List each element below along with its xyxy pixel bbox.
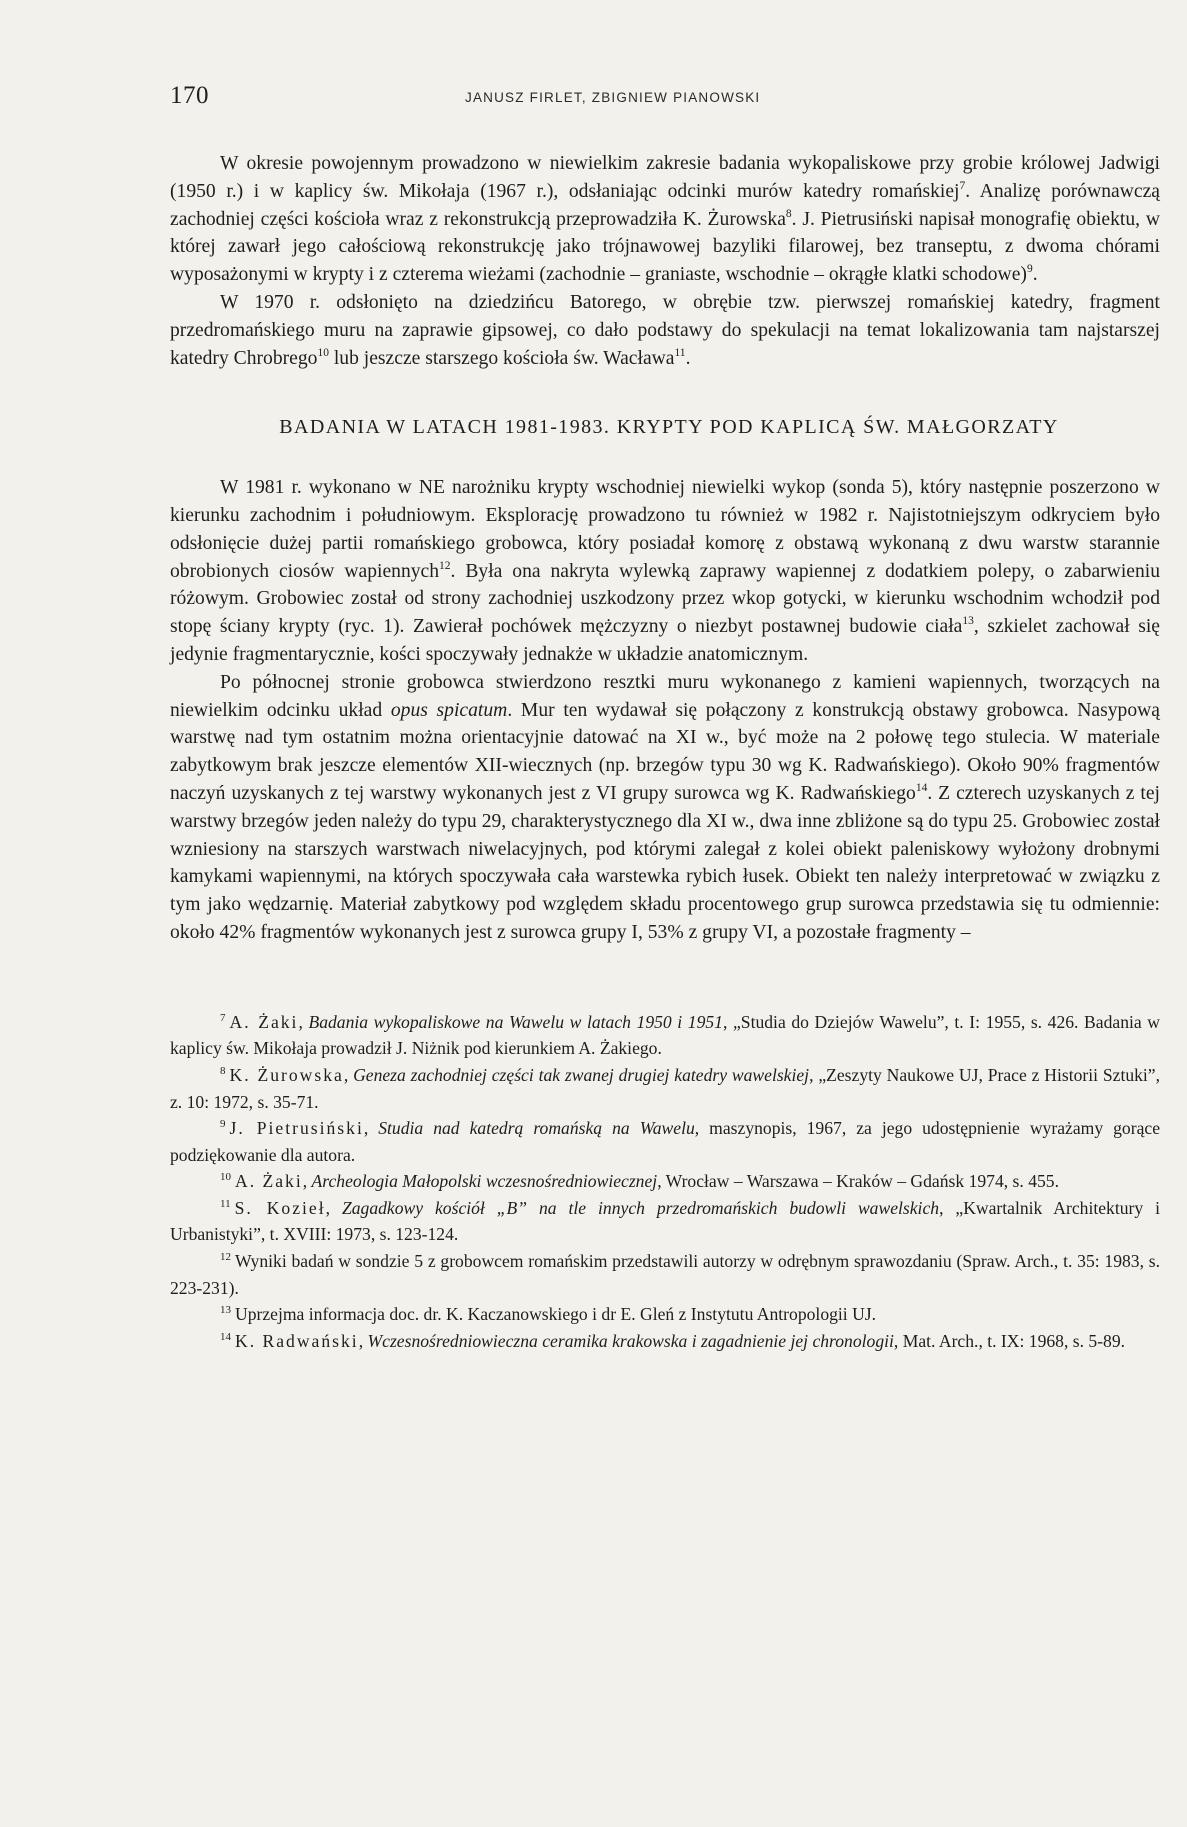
footnote-number: 7 [220,1011,226,1024]
footnote-reference: 7 [959,179,966,192]
footnote [170,1248,1160,1301]
footnote-number: 10 [220,1171,231,1184]
author-name: K. Radwański [235,1330,359,1351]
body-text [170,150,1160,947]
intro-section [170,150,1160,372]
footnote-reference: 14 [915,781,928,794]
text-run: , szkielet zachował się jedynie fragmentarycznie, kości spoczywały jednakże w układzie anatomicznym. [170,616,1160,665]
footnote-number: 9 [220,1118,226,1131]
running-head-authors: JANUSZ FIRLET, ZBIGNIEW PIANOWSKI [465,90,761,105]
footnotes [170,1009,1160,1355]
footnote-reference: 10 [317,346,329,359]
text-run: . [685,347,691,369]
footnote-reference: 11 [674,346,686,359]
text-run: , [363,1118,379,1139]
footnote-number: 14 [220,1330,231,1343]
text-run: , Wrocław – Warszawa – Kraków – Gdańsk 1974, s. 455. [657,1171,1059,1192]
footnote [170,1195,1160,1248]
body-paragraph [170,669,1160,947]
text-run: , [325,1197,342,1218]
italic-text: Geneza zachodniej części tak zwanej drugiej katedry wawelskiej [353,1064,810,1085]
author-name: A. Żaki [229,1011,299,1032]
footnote-number: 8 [220,1064,226,1077]
text-run: , „Zeszyty Naukowe UJ, Prace z Historii Sztuki”, z. 10: 1972, s. 35-71. [170,1064,1161,1112]
footnote-reference: 12 [439,559,451,572]
body-paragraph [170,474,1160,669]
text-run: . J. Pietrusiński napisał monografię obiektu, w której zawarł jego całościową rekonstrukcję jako trójnawowej bazyliki filarowej, bez transeptu, z dwoma chórami wyposażonymi w krypty i z czterema wieżami (zachodnie – graniaste, wschodnie – okrągłe klatki schodowe) [170,208,1161,286]
footnote [170,1301,1160,1328]
page-number: 170 [170,82,209,109]
text-run: . Mur ten wydawał się połączony z konstrukcją obstawy grobowca. Nasypową warstwę nad tym ostatnim można orientacyjnie datować na XI w., być może na 2 połowę tego stulecia. W materiale zabytkowym brak jeszcze elementów XII-wiecznych (np. brzegów typu 30 wg K. Radwańskiego). Około 90% fragmentów naczyń uzyskanych z tej warstwy wykonanych jest z VI grupy surowca wg K. Radwańskiego [170,699,1160,804]
text-run: , maszynopis, 1967, za jego udostępnienie wyrażamy gorące podziękowanie dla autora. [170,1118,1161,1165]
text-run: W 1970 r. odsłonięto na dziedzińcu Batorego, w obrębie tzw. pierwszej romańskiej katedry, fragment przedromańskiego muru na zaprawie gipsowej, co dało podstawy do spekulacji na temat lokalizowania tam najstarszej katedry Chrobrego [170,291,1160,369]
author-name: S. Kozieł [234,1197,326,1218]
footnote-reference: 8 [785,207,792,220]
text-run: . Analizę porównawczą zachodniej części kościoła wraz z rekonstrukcją przeprowadziła K. Żurowska [170,180,1160,230]
text-run: , „Kwartalnik Architektury i Urbanistyki”, t. XVIII: 1973, s. 123-124. [170,1197,1161,1245]
italic-text: Badania wykopaliskowe na Wawelu w latach 1950 i 1951 [308,1011,723,1032]
text-run: , „Studia do Dziejów Wawelu”, t. I: 1955, s. 426. Badania w kaplicy św. Mikołaja prowadził J. Niżnik pod kierunkiem A. Żakiego. [170,1011,1160,1059]
running-head [170,82,1160,122]
text-run: , Mat. Arch., t. IX: 1968, s. 5-89. [893,1330,1126,1351]
text-run: , [298,1011,309,1032]
text-run: , [343,1064,354,1085]
footnote-reference: 9 [1026,263,1033,276]
italic-text: Archeologia Małopolski wczesnośredniowiecznej [311,1171,658,1192]
text-run: Uprzejma informacja doc. dr. K. Kaczanowskiego i dr E. Gleń z Instytutu Antropologii UJ. [235,1304,877,1325]
author-name: K. Żurowska [229,1064,344,1085]
text-run: . Była ona nakryta wylewką zaprawy wapiennej z dodatkiem polepy, o zabarwieniu różowym. Grobowiec został od strony zachodniej uszkodzony przez wkop gotycki, w kierunku wschodnim wchodził pod stopę ściany krypty (ryc. 1). Zawierał pochówek mężczyzny o niezbyt postawnej budowie ciała [170,560,1160,638]
footnote [170,1115,1160,1168]
text-run: . [1032,264,1038,286]
section-heading: BADANIA W LATACH 1981-1983. KRYPTY POD KAPLICĄ ŚW. MAŁGORZATY [279,416,1059,439]
author-name: A. Żaki [235,1171,303,1192]
section-body [170,474,1160,947]
text-run: W 1981 r. wykonano w NE narożniku krypty wschodniej niewielki wykop (sonda 5), który następnie poszerzono w kierunku zachodnim i południowym. Eksplorację prowadzono tu również w 1982 r. Najistotniejszym odkryciem było odsłonięcie dużej partii romańskiego grobowca, który posiadał komorę z obstawą wykonaną z dwu warstw starannie obrobionych ciosów wapiennych [170,477,1160,582]
footnote-number: 12 [220,1251,231,1264]
text-run: , [358,1330,368,1351]
footnote [170,1009,1160,1062]
italic-text: Zagadkowy kościół „B” na tle innych przedromańskich budowli wawelskich [341,1197,940,1218]
body-paragraph [170,150,1160,289]
body-paragraph [170,289,1160,372]
footnote [170,1168,1160,1195]
page [170,82,1160,1354]
text-run: Po północnej stronie grobowca stwierdzono resztki muru wykonanego z kamieni wapiennych, tworzących na niewielkim odcinku układ [170,671,1160,721]
text-run: W okresie powojennym prowadzono w niewielkim zakresie badania wykopaliskowe przy grobie królowej Jadwigi (1950 r.) i w kaplicy św. Mikołaja (1967 r.), odsłaniając odcinki murów katedry romańskiej [170,153,1160,202]
text-run: , [302,1171,312,1192]
footnote-number: 13 [220,1304,231,1317]
footnote-number: 11 [220,1197,231,1210]
italic-text: Studia nad katedrą romańską na Wawelu [378,1118,695,1139]
italic-text: opus spicatum [390,699,508,721]
author-name: J. Pietrusiński [229,1118,364,1139]
text-run: lub jeszcze starszego kościoła św. Wacława [328,347,675,369]
text-run: Wyniki badań w sondzie 5 z grobowcem romańskim przedstawili autorzy w odrębnym sprawozdaniu (Spraw. Arch., t. 35: 1983, s. 223-231). [170,1251,1160,1298]
footnote-reference: 13 [962,615,974,628]
footnote [170,1062,1160,1115]
italic-text: Wczesnośredniowieczna ceramika krakowska i zagadnienie jej chronologii [367,1330,894,1351]
footnote [170,1328,1160,1355]
text-run: . Z czterech uzyskanych z tej warstwy brzegów jeden należy do typu 29, charakterystycznego dla XI w., dwa inne zbliżone są do typu 25. Grobowiec został wzniesiony na starszych warstwach niwelacyjnych, pod którymi zalegał z kolei obiekt paleniskowy wyłożony drobnymi kamykami wapiennymi, na których spoczywała cała warstewka rybich łusek. Obiekt ten należy interpretować w związku z tym jako wędzarnię. Materiał zabytkowy pod względem składu procentowego grup surowca przedstawia się tu odmiennie: około 42% fragmentów wykonanych jest z surowca grupy I, 53% z grupy VI, a pozostałe fragmenty – [170,782,1160,943]
